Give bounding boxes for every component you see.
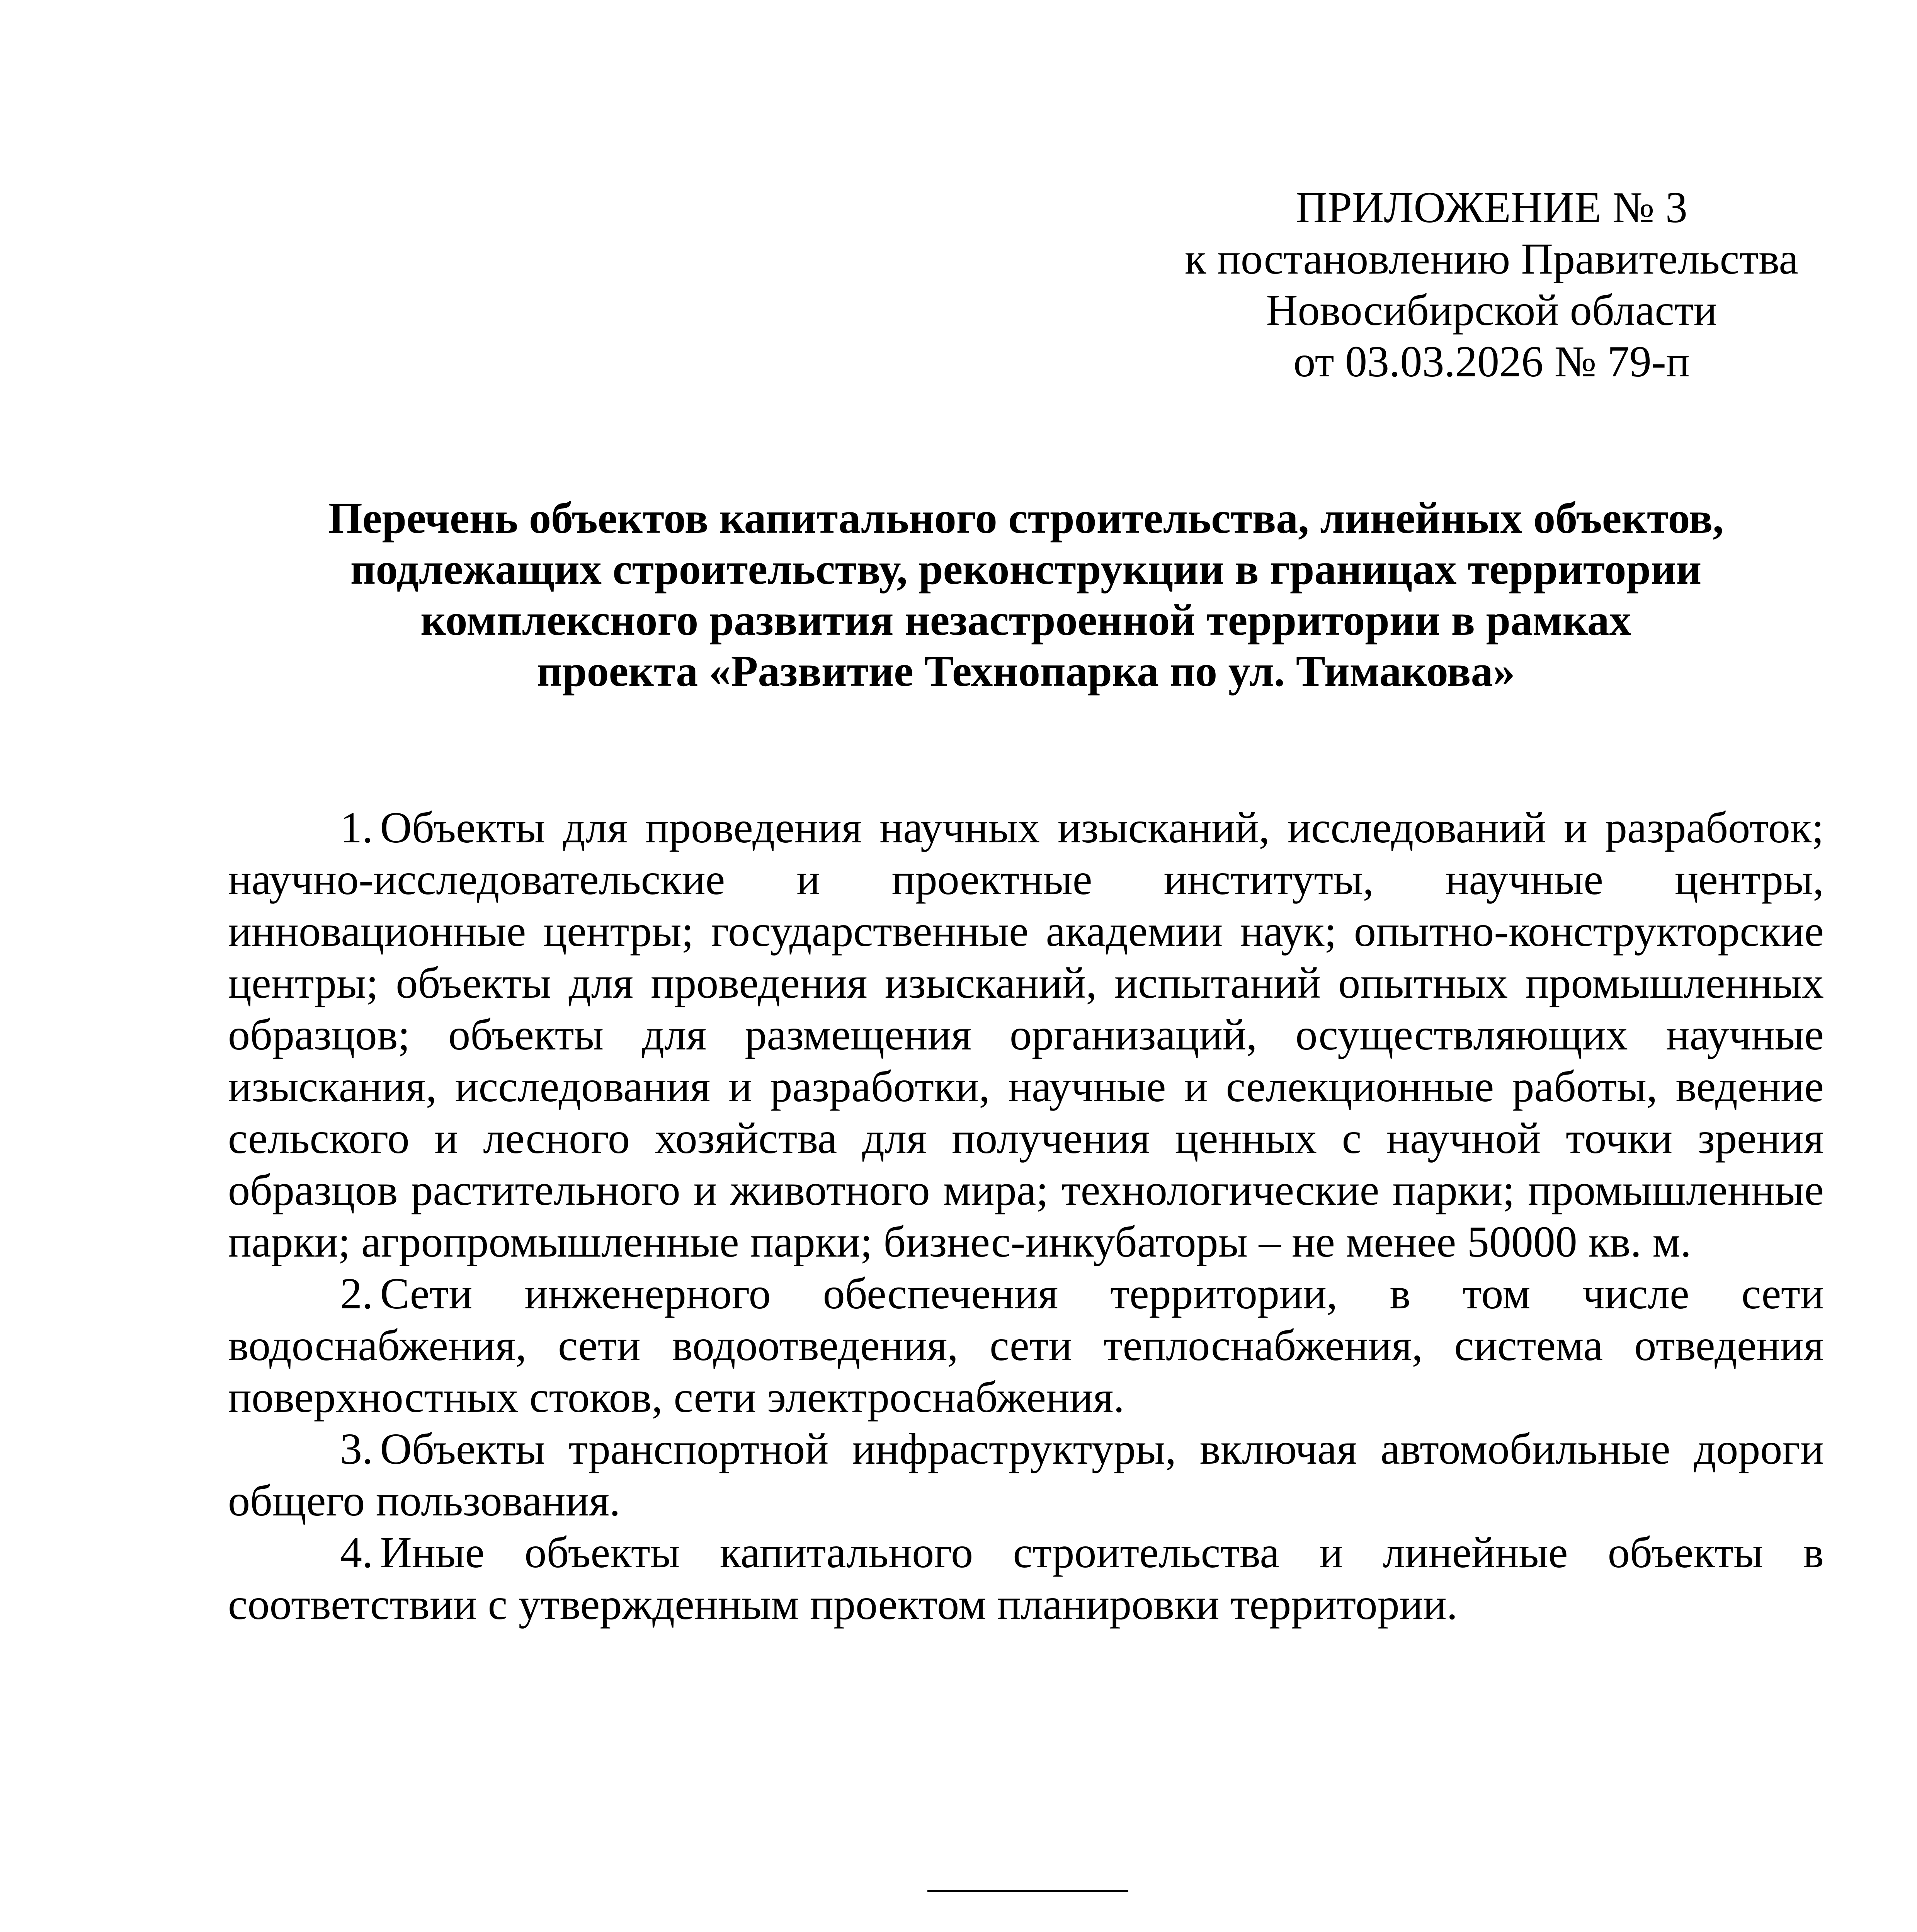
appendix-date-number: от 03.03.2026 № 79-п [1293, 337, 1690, 386]
appendix-region: Новосибирской области [1266, 286, 1717, 335]
document-body [228, 802, 1824, 1630]
appendix-number: ПРИЛОЖЕНИЕ № 3 [1296, 183, 1687, 232]
item-text: Иные объекты капитального строительства и линейные объекты в соответствии с утвержденным проектом планировки территории. [228, 1528, 1824, 1629]
list-item [228, 1423, 1824, 1527]
item-number: 2. [340, 1269, 373, 1318]
end-divider [927, 1890, 1128, 1892]
appendix-header [1159, 182, 1824, 387]
item-text: Объекты транспортной инфраструктуры, включая автомобильные дороги общего пользования. [228, 1424, 1824, 1525]
item-text: Сети инженерного обеспечения территории, в том числе сети водоснабжения, сети водоотведения, сети теплоснабжения, система отведения поверхностных стоков, сети электроснабжения. [228, 1269, 1824, 1422]
appendix-resolution: к постановлению Правительства [1184, 234, 1799, 283]
list-item [228, 802, 1824, 1268]
list-item [228, 1268, 1824, 1423]
title-line: проекта «Развитие Технопарка по ул. Тимакова» [537, 646, 1515, 696]
item-number: 3. [340, 1424, 373, 1473]
item-number: 1. [340, 803, 373, 852]
title-line: комплексного развития незастроенной территории в рамках [420, 595, 1631, 645]
item-text: Объекты для проведения научных изысканий, исследований и разработок; научно-исследовательские и проектные институты, научные центры, инновационные центры; государственные академии наук; опытно-конструкторские центры; объекты для проведения изысканий, испытаний опытных промышленных образцов; объекты для размещения организаций, осуществляющих научные изыскания, исследования и разработки, научные и селекционные работы, ведение сельского и лесного хозяйства для получения ценных с научной точки зрения образцов растительного и животного мира; технологические парки; промышленные парки; агропромышленные парки; бизнес-инкубаторы – не менее 50000 кв. м. [228, 803, 1824, 1266]
title-line: Перечень объектов капитального строительства, линейных объектов, [328, 493, 1724, 543]
title-line: подлежащих строительству, реконструкции в границах территории [350, 544, 1702, 594]
list-item [228, 1527, 1824, 1630]
document-title [228, 493, 1824, 697]
item-number: 4. [340, 1528, 373, 1577]
